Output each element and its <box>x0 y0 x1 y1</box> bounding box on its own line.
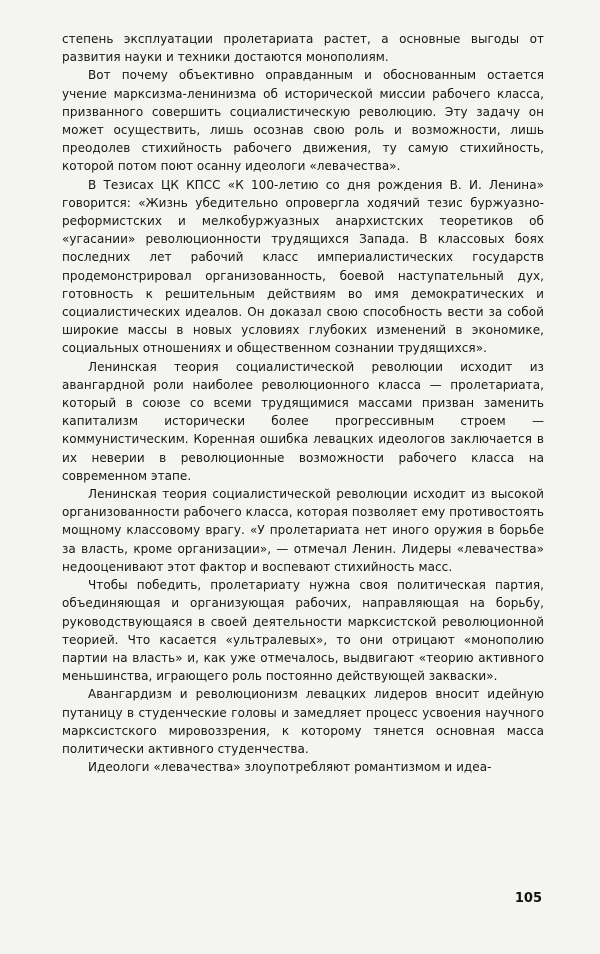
paragraph-6: Чтобы победить, пролетариату нужна своя политическая партия, объединяющая и организующая рабочих, направляющая на борьбу, руководствующаяся в своей деятельности марксистской революционной теорией. Что касается «ультралевых», то они отрицают «монополию партии на власть» и, как уже отмечалось, выдвигают «теорию активного меньшинства, играющего роль постоянно действующей закваски». <box>62 578 544 684</box>
paragraph-7: Авангардизм и революционизм левацких лидеров вносит идейную путаницу в студенческие головы и замедляет процесс усвоения научного марксистского мировоззрения, к которому тянется основная масса политически активного студенчества. <box>62 687 544 756</box>
paragraph-1: степень эксплуатации пролетариата растет, а основные выгоды от развития науки и техники достаются монополиям. <box>62 32 544 65</box>
paragraph-8: Идеологи «левачества» злоупотребляют романтизмом и идеа- <box>88 760 492 775</box>
paragraph-2: Вот почему объективно оправданным и обоснованным остается учение марксизма-ленинизма об исторической миссии рабочего класса, призванного совершить социалистическую революцию. Эту задачу он может осуществить, лишь осознав свою роль и возможности, лишь преодолев стихийность рабочего движения, ту самую стихийность, которой потом поют осанну идеологи «левачества». <box>62 68 544 174</box>
page-number: 105 <box>514 891 542 906</box>
paragraph-5: Ленинская теория социалистической революции исходит из высокой организованности рабочего класса, которая позволяет ему противостоять мощному классовому врагу. «У пролетариата нет иного оружия в борьбе за власть, кроме организации», — отмечал Ленин. Лидеры «левачества» недооценивают этот фактор и воспевают стихийность масс. <box>62 487 544 574</box>
page-body <box>62 30 544 776</box>
paragraph-3: В Тезисах ЦК КПСС «К 100-летию со дня рождения В. И. Ленина» говорится: «Жизнь убедительно опровергла ходячий тезис буржуазно-реформистских и мелкобуржуазных анархистских теоретиков об «угасании» революционности трудящихся Запада. В классовых боях последних лет рабочий класс империалистических государств продемонстрировал организованность, боевой наступательный дух, готовность к решительным действиям во имя демократических и социалистических идеалов. Он доказал свою способность вести за собой широкие массы в новых условиях глубоких изменений в экономике, социальных отношениях и общественном сознании трудящихся». <box>62 177 544 356</box>
paragraph-4: Ленинская теория социалистической революции исходит из авангардной роли наиболее революционного класса — пролетариата, который в союзе со всеми трудящимися массами призван заменить капитализм исторически более прогрессивным строем — коммунистическим. Коренная ошибка левацких идеологов заключается в их неверии в революционные возможности рабочего класса на современном этапе. <box>62 359 544 483</box>
